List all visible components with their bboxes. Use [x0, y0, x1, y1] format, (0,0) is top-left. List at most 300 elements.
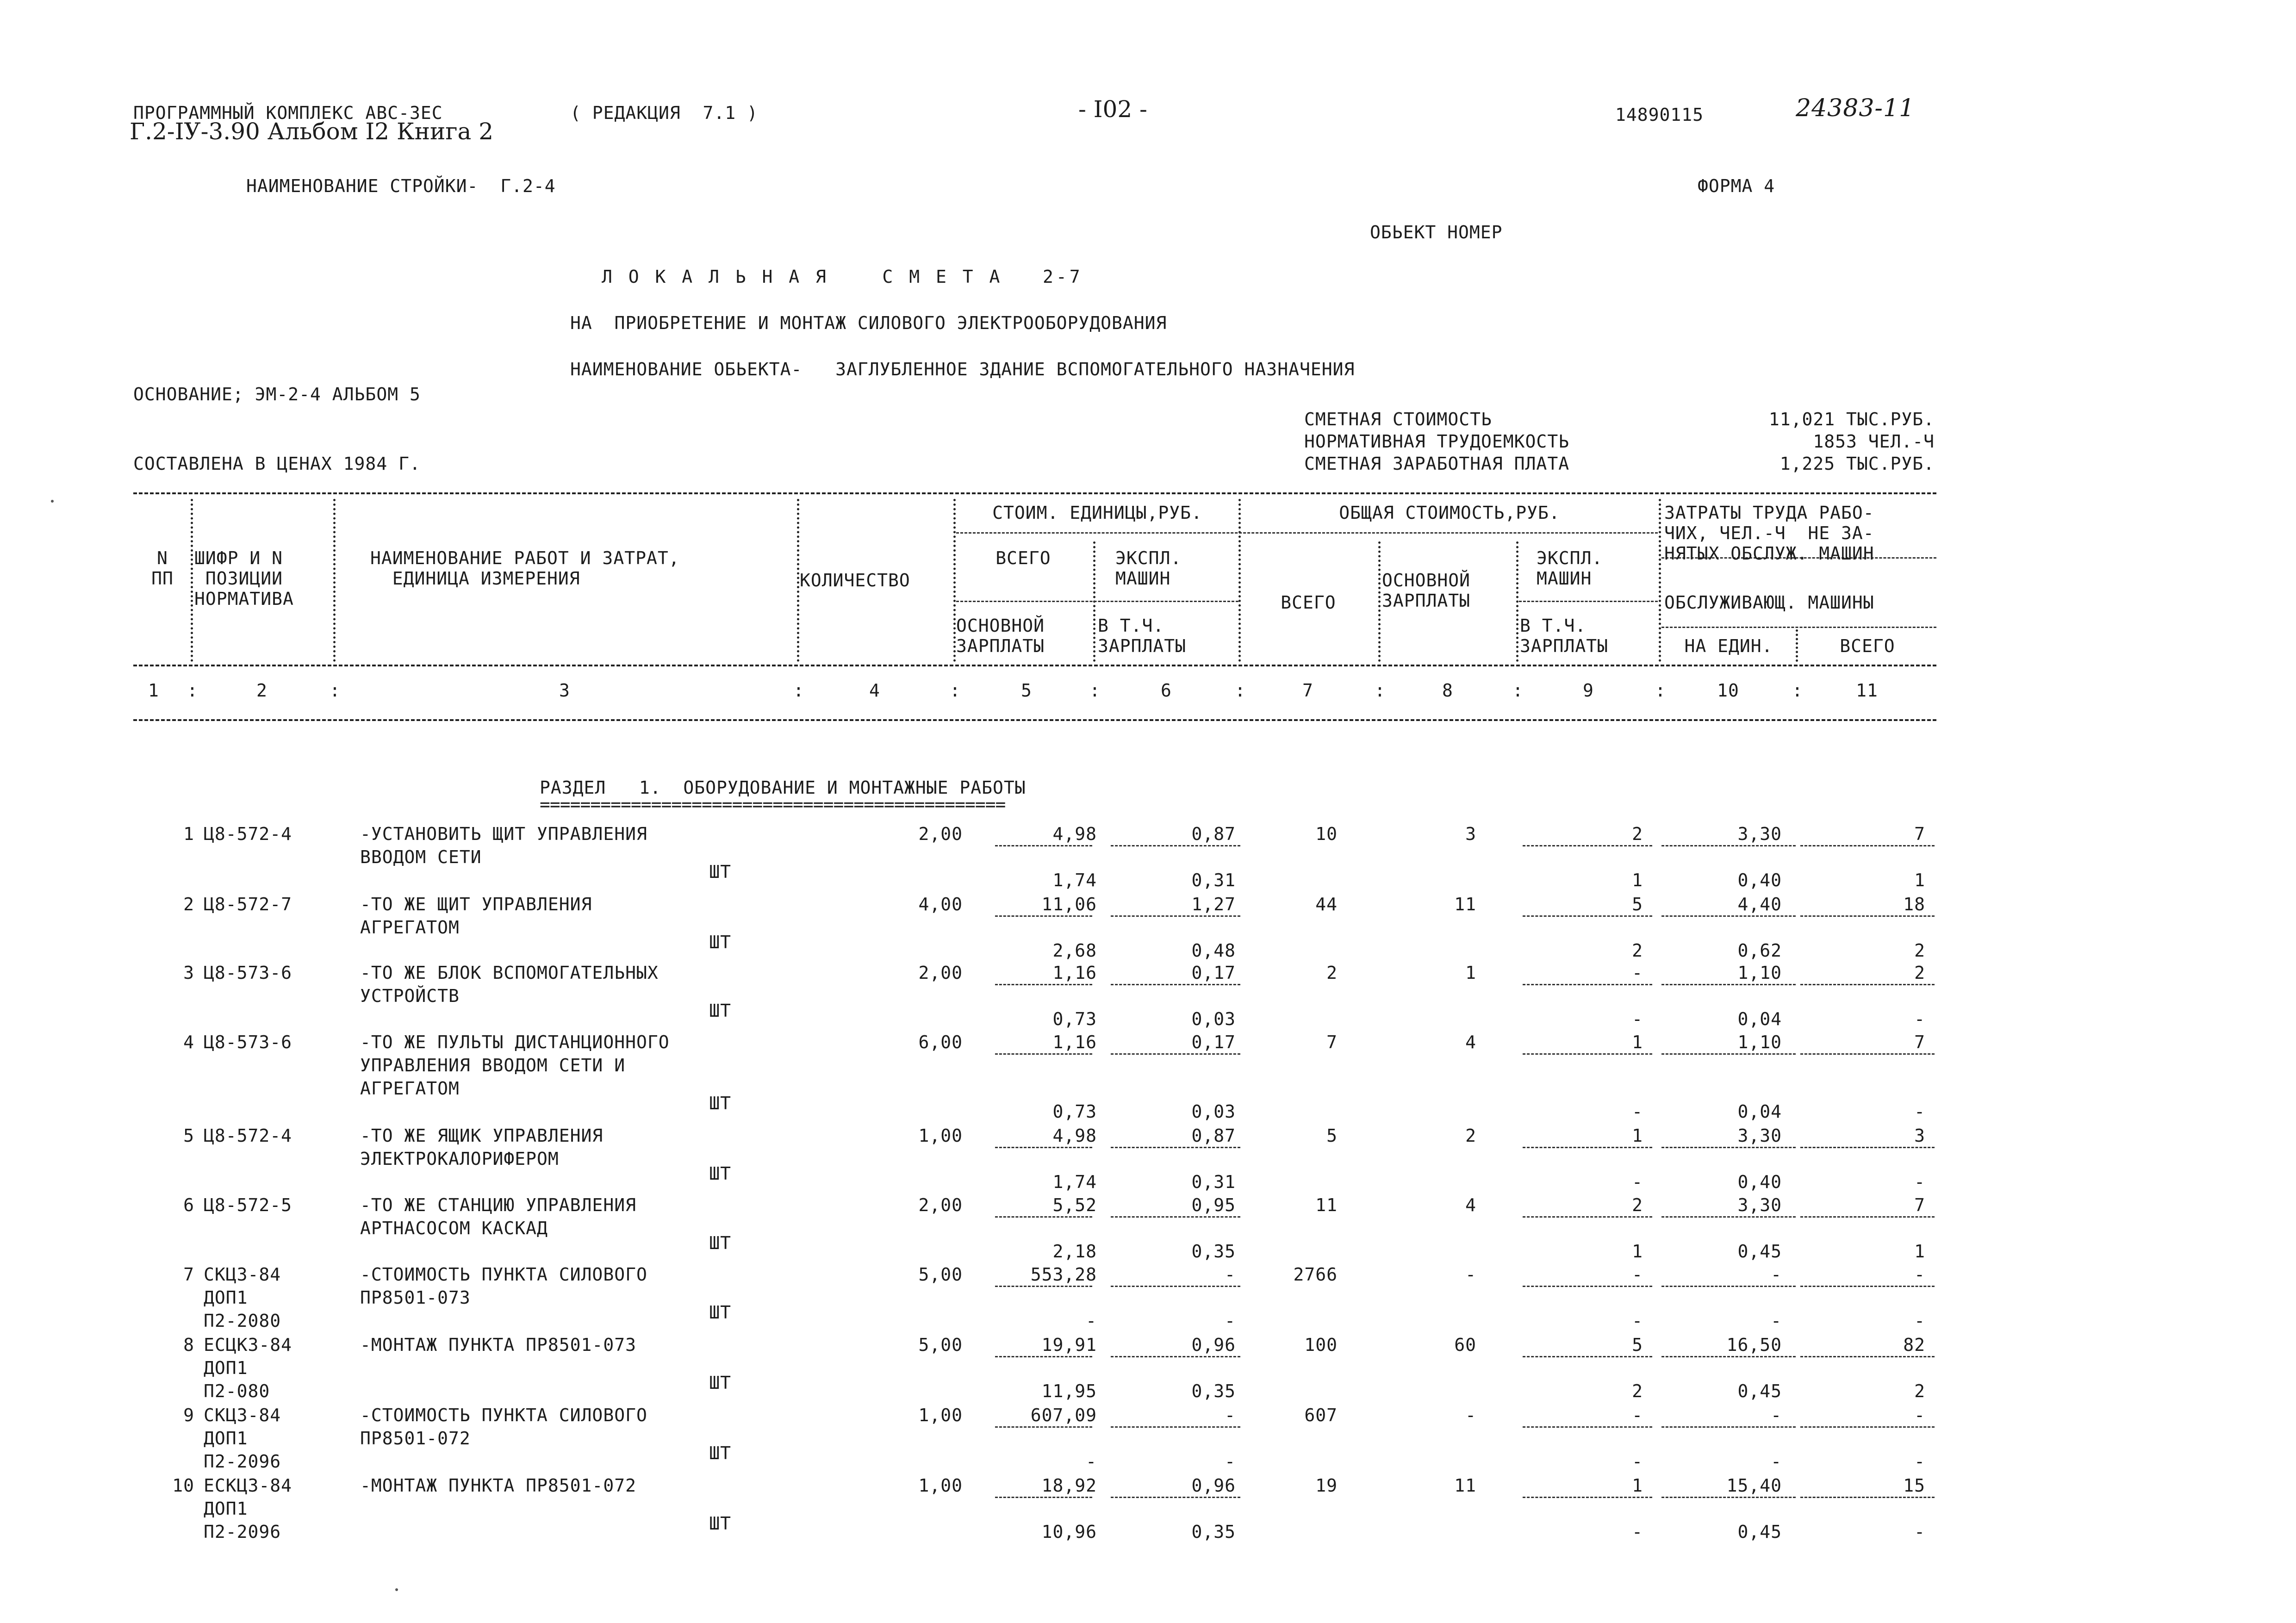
column-separator: : — [950, 680, 961, 701]
cell-divider — [1523, 1053, 1652, 1055]
column-separator: : — [1375, 680, 1386, 701]
unit-cost-total: 18,92 — [1041, 1475, 1097, 1496]
cell-divider — [1523, 984, 1652, 985]
cell-divider — [1800, 845, 1935, 846]
cell-divider — [1800, 1147, 1935, 1148]
work-name: -МОНТАЖ ПУНКТА ПР8501-072 — [360, 1475, 636, 1496]
header-labor: ЗАТРАТЫ ТРУДА РАБО- ЧИХ, ЧЕЛ.-Ч НЕ ЗА- НЯТЫХ ОБСЛУЖ. МАШИН — [1664, 503, 1874, 564]
norm-code: ДОП1 — [204, 1358, 248, 1378]
column-separator: : — [330, 680, 341, 701]
cell-divider — [1523, 1147, 1652, 1148]
work-name: -СТОИМОСТЬ ПУНКТА СИЛОВОГО — [360, 1264, 647, 1285]
service-labor-total: - — [1914, 1009, 1925, 1029]
row-number: 5 — [183, 1126, 194, 1146]
cell-divider — [995, 1216, 1092, 1218]
header-total-base-wage: ОСНОВНОЙ ЗАРПЛАТЫ — [1382, 570, 1471, 611]
header-sub-rule — [1519, 601, 1658, 602]
header-unit-base-wage: ОСНОВНОЙ ЗАРПЛАТЫ — [956, 616, 1045, 656]
norm-code: Ц8-572-5 — [204, 1195, 292, 1215]
quantity: 4,00 — [918, 894, 963, 914]
total-incl-wage: - — [1632, 1172, 1643, 1192]
summary-value-labor: 1853 ЧЕЛ.-Ч — [1813, 431, 1935, 452]
total-base-wage: 2 — [1465, 1126, 1476, 1146]
col-divider — [1378, 541, 1381, 662]
total-base-wage: 4 — [1465, 1195, 1476, 1215]
total-base-wage: 3 — [1465, 824, 1476, 844]
service-labor-per-unit: 0,45 — [1737, 1522, 1782, 1542]
cell-divider — [1800, 915, 1935, 917]
cell-divider — [1800, 984, 1935, 985]
form-number: ФОРМА 4 — [1698, 176, 1775, 196]
total-incl-wage: 2 — [1632, 940, 1643, 961]
work-name: -МОНТАЖ ПУНКТА ПР8501-073 — [360, 1335, 636, 1355]
service-labor-total: - — [1914, 1311, 1925, 1331]
unit-cost-total: 1,16 — [1052, 1032, 1097, 1052]
service-labor-per-unit: 0,45 — [1737, 1241, 1782, 1262]
labor-per-unit: 16,50 — [1726, 1335, 1782, 1355]
cell-divider — [995, 915, 1092, 917]
total-incl-wage: 1 — [1632, 1241, 1643, 1262]
object-name: НАИМЕНОВАНИЕ ОБЬЕКТА- ЗАГЛУБЛЕННОЕ ЗДАНИЕ ВСПОМОГАТЕЛЬНОГО НАЗНАЧЕНИЯ — [570, 359, 1355, 379]
unit-base-wage: 0,73 — [1052, 1009, 1097, 1029]
section-title: РАЗДЕЛ 1. ОБОРУДОВАНИЕ И МОНТАЖНЫЕ РАБОТЫ — [540, 777, 1026, 798]
service-labor-per-unit: - — [1771, 1311, 1782, 1331]
unit: ШТ — [709, 1163, 731, 1184]
labor-total: - — [1914, 1264, 1925, 1285]
service-labor-per-unit: 0,40 — [1737, 1172, 1782, 1192]
unit: ШТ — [709, 1302, 731, 1323]
cell-divider — [1661, 915, 1796, 917]
total-base-wage: 11 — [1454, 1475, 1476, 1496]
total-machines: - — [1632, 963, 1643, 983]
column-number: 7 — [1302, 680, 1313, 701]
header-col-code: ШИФР И N ПОЗИЦИИ НОРМАТИВА — [194, 548, 294, 609]
row-number: 6 — [183, 1195, 194, 1215]
unit: ШТ — [709, 1093, 731, 1113]
row-number: 4 — [183, 1032, 194, 1052]
cell-divider — [1661, 1356, 1796, 1357]
cell-divider — [995, 845, 1092, 846]
service-labor-total: - — [1914, 1522, 1925, 1542]
quantity: 1,00 — [918, 1405, 963, 1425]
service-labor-total: 2 — [1914, 1381, 1925, 1401]
total-machines: 2 — [1632, 824, 1643, 844]
total-base-wage: 4 — [1465, 1032, 1476, 1052]
total-machines: 5 — [1632, 1335, 1643, 1355]
unit-base-wage: - — [1086, 1451, 1097, 1472]
total-cost: 44 — [1315, 894, 1338, 914]
labor-total: - — [1914, 1405, 1925, 1425]
service-labor-per-unit: 0,40 — [1737, 870, 1782, 890]
column-separator: : — [793, 680, 804, 701]
work-name: -ТО ЖЕ ЯЩИК УПРАВЛЕНИЯ — [360, 1126, 604, 1146]
total-incl-wage: - — [1632, 1311, 1643, 1331]
cell-divider — [995, 1356, 1092, 1357]
total-incl-wage: - — [1632, 1522, 1643, 1542]
col-divider — [1796, 629, 1798, 662]
column-number: 11 — [1856, 680, 1878, 701]
total-incl-wage: 2 — [1632, 1381, 1643, 1401]
unit-cost-machines: - — [1225, 1264, 1236, 1285]
column-number: 2 — [256, 680, 268, 701]
norm-code: Ц8-573-6 — [204, 1032, 292, 1052]
unit-cost-machines: - — [1225, 1405, 1236, 1425]
column-number: 1 — [148, 680, 159, 701]
stroika-name: НАИМЕНОВАНИЕ СТРОЙКИ- Г.2-4 — [246, 176, 556, 196]
cell-divider — [1111, 915, 1240, 917]
total-cost: 7 — [1326, 1032, 1338, 1052]
cell-divider — [1111, 984, 1240, 985]
header-unit-cost: СТОИМ. ЕДИНИЦЫ,РУБ. — [992, 503, 1202, 523]
service-labor-per-unit: 0,04 — [1737, 1101, 1782, 1122]
row-number: 7 — [183, 1264, 194, 1285]
work-name: АГРЕГАТОМ — [360, 917, 460, 938]
unit: ШТ — [709, 932, 731, 952]
header-machine-service: ОБСЛУЖИВАЮЩ. МАШИНЫ — [1664, 592, 1874, 613]
total-machines: - — [1632, 1264, 1643, 1285]
row-number: 10 — [172, 1475, 194, 1496]
cell-divider — [1111, 1053, 1240, 1055]
unit-incl-wage: - — [1225, 1451, 1236, 1472]
service-labor-total: - — [1914, 1101, 1925, 1122]
norm-code: ЕСЦКЗ-84 — [204, 1335, 292, 1355]
norm-code: Ц8-572-4 — [204, 824, 292, 844]
column-number: 4 — [869, 680, 880, 701]
cell-divider — [1800, 1053, 1935, 1055]
labor-total: 7 — [1914, 1195, 1925, 1215]
scan-dot — [395, 1588, 398, 1591]
unit-cost-machines: 0,87 — [1191, 824, 1236, 844]
cell-divider — [1800, 1216, 1935, 1218]
work-name: ПР8501-072 — [360, 1428, 471, 1449]
row-number: 1 — [183, 824, 194, 844]
unit-cost-machines: 0,95 — [1191, 1195, 1236, 1215]
unit: ШТ — [709, 1373, 731, 1393]
total-incl-wage: - — [1632, 1101, 1643, 1122]
scan-dot — [51, 500, 54, 503]
norm-code: П2-080 — [204, 1381, 270, 1401]
column-separator: : — [187, 680, 198, 701]
unit-base-wage: 2,18 — [1052, 1241, 1097, 1262]
estimate-subtitle: НА ПРИОБРЕТЕНИЕ И МОНТАЖ СИЛОВОГО ЭЛЕКТРООБОРУДОВАНИЯ — [570, 313, 1167, 333]
total-cost: 607 — [1304, 1405, 1338, 1425]
quantity: 2,00 — [918, 963, 963, 983]
labor-total: 3 — [1914, 1126, 1925, 1146]
norm-code: ДОП1 — [204, 1287, 248, 1308]
unit-base-wage: - — [1086, 1311, 1097, 1331]
service-labor-total: - — [1914, 1451, 1925, 1472]
labor-per-unit: 1,10 — [1737, 1032, 1782, 1052]
summary-label-wage: СМЕТНАЯ ЗАРАБОТНАЯ ПЛАТА — [1304, 454, 1570, 474]
labor-per-unit: - — [1771, 1405, 1782, 1425]
unit-cost-total: 1,16 — [1052, 963, 1097, 983]
cell-divider — [1523, 1356, 1652, 1357]
summary-value-cost: 11,021 ТЫС.РУБ. — [1768, 409, 1935, 429]
work-name: УПРАВЛЕНИЯ ВВОДОМ СЕТИ И — [360, 1055, 626, 1076]
column-number: 6 — [1161, 680, 1172, 701]
total-incl-wage: - — [1632, 1451, 1643, 1472]
summary-label-cost: СМЕТНАЯ СТОИМОСТЬ — [1304, 409, 1492, 429]
cell-divider — [1523, 845, 1652, 846]
cell-divider — [995, 1286, 1092, 1287]
total-machines: 2 — [1632, 1195, 1643, 1215]
basis: ОСНОВАНИЕ; ЭМ-2-4 АЛЬБОМ 5 — [133, 384, 421, 404]
header-top-rule — [133, 492, 1936, 494]
norm-code: Ц8-573-6 — [204, 963, 292, 983]
labor-per-unit: 4,40 — [1737, 894, 1782, 914]
cell-divider — [1111, 1216, 1240, 1218]
total-cost: 2 — [1326, 963, 1338, 983]
norm-code: Ц8-572-7 — [204, 894, 292, 914]
column-separator: : — [1235, 680, 1246, 701]
norm-code: Ц8-572-4 — [204, 1126, 292, 1146]
service-labor-total: 1 — [1914, 1241, 1925, 1262]
unit-base-wage: 11,95 — [1041, 1381, 1097, 1401]
header-unit-incl-wage: В Т.Ч. ЗАРПЛАТЫ — [1098, 616, 1187, 656]
cell-divider — [1661, 1426, 1796, 1428]
unit-incl-wage: 0,48 — [1191, 940, 1236, 961]
section-underline: ============================================== — [540, 794, 1006, 815]
prices-year: СОСТАВЛЕНА В ЦЕНАХ 1984 Г. — [133, 454, 421, 474]
unit-cost-total: 19,91 — [1041, 1335, 1097, 1355]
document-code: 14890115 — [1615, 105, 1704, 125]
column-separator: : — [1792, 680, 1803, 701]
row-number: 8 — [183, 1335, 194, 1355]
work-name: ПР8501-073 — [360, 1287, 471, 1308]
total-cost: 2766 — [1293, 1264, 1338, 1285]
estimate-title: Л О К А Л Ь Н А Я С М Е Т А 2-7 — [602, 267, 1083, 287]
header-total-machines: ЭКСПЛ. МАШИН — [1537, 548, 1603, 589]
column-separator: : — [1089, 680, 1101, 701]
header-total-cost: ОБЩАЯ СТОИМОСТЬ,РУБ. — [1339, 503, 1560, 523]
col-divider — [797, 499, 799, 662]
unit-incl-wage: 0,35 — [1191, 1381, 1236, 1401]
header-col-n: N ПП — [151, 548, 174, 589]
work-name: -ТО ЖЕ ЩИТ УПРАВЛЕНИЯ — [360, 894, 592, 914]
total-cost: 11 — [1315, 1195, 1338, 1215]
service-labor-per-unit: 0,62 — [1737, 940, 1782, 961]
service-labor-per-unit: 0,04 — [1737, 1009, 1782, 1029]
norm-code: П2-2096 — [204, 1451, 281, 1472]
header-unit-machines: ЭКСПЛ. МАШИН — [1115, 548, 1182, 589]
quantity: 6,00 — [918, 1032, 963, 1052]
cell-divider — [1800, 1286, 1935, 1287]
labor-per-unit: 3,30 — [1737, 1195, 1782, 1215]
unit-incl-wage: 0,35 — [1191, 1241, 1236, 1262]
column-number: 8 — [1442, 680, 1453, 701]
norm-code: СКЦЗ-84 — [204, 1405, 281, 1425]
total-base-wage: 60 — [1454, 1335, 1476, 1355]
total-incl-wage: - — [1632, 1009, 1643, 1029]
cell-divider — [995, 1497, 1092, 1498]
work-name: -ТО ЖЕ ПУЛЬТЫ ДИСТАНЦИОННОГО — [360, 1032, 670, 1052]
norm-code: П2-2096 — [204, 1522, 281, 1542]
cell-divider — [1523, 1497, 1652, 1498]
header-sub-rule — [1661, 627, 1936, 628]
work-name: -СТОИМОСТЬ ПУНКТА СИЛОВОГО — [360, 1405, 647, 1425]
total-machines: 1 — [1632, 1032, 1643, 1052]
column-separator: : — [1655, 680, 1666, 701]
cell-divider — [1661, 1147, 1796, 1148]
labor-total: 82 — [1903, 1335, 1925, 1355]
cell-divider — [1523, 1426, 1652, 1428]
unit-cost-machines: 0,17 — [1191, 963, 1236, 983]
unit-cost-total: 5,52 — [1052, 1195, 1097, 1215]
service-labor-total: - — [1914, 1172, 1925, 1192]
labor-per-unit: - — [1771, 1264, 1782, 1285]
labor-per-unit: 1,10 — [1737, 963, 1782, 983]
unit-cost-machines: 0,96 — [1191, 1475, 1236, 1496]
unit-cost-total: 607,09 — [1030, 1405, 1097, 1425]
labor-total: 15 — [1903, 1475, 1925, 1496]
cell-divider — [1661, 1053, 1796, 1055]
header-total-all: ВСЕГО — [1281, 592, 1336, 613]
cell-divider — [1800, 1356, 1935, 1357]
unit-base-wage: 10,96 — [1041, 1522, 1097, 1542]
quantity: 5,00 — [918, 1264, 963, 1285]
unit: ШТ — [709, 1443, 731, 1463]
total-incl-wage: 1 — [1632, 870, 1643, 890]
unit-cost-total: 11,06 — [1041, 894, 1097, 914]
column-number: 3 — [559, 680, 570, 701]
total-cost: 5 — [1326, 1126, 1338, 1146]
quantity: 1,00 — [918, 1475, 963, 1496]
cell-divider — [1111, 1497, 1240, 1498]
total-cost: 19 — [1315, 1475, 1338, 1496]
service-labor-per-unit: 0,45 — [1737, 1381, 1782, 1401]
page-number: - I02 - — [1078, 96, 1147, 123]
header-unit-total: ВСЕГО — [996, 548, 1051, 568]
cell-divider — [1111, 845, 1240, 846]
header-col-name: НАИМЕНОВАНИЕ РАБОТ И ЗАТРАТ, ЕДИНИЦА ИЗМЕРЕНИЯ — [370, 548, 680, 589]
unit-cost-total: 4,98 — [1052, 824, 1097, 844]
unit-base-wage: 1,74 — [1052, 870, 1097, 890]
unit-incl-wage: 0,35 — [1191, 1522, 1236, 1542]
total-base-wage: - — [1465, 1405, 1476, 1425]
norm-code: ЕСКЦЗ-84 — [204, 1475, 292, 1496]
unit-incl-wage: 0,03 — [1191, 1101, 1236, 1122]
object-number: ОБЬЕКТ НОМЕР — [1370, 222, 1503, 243]
album-label: Г.2-IУ-3.90 Альбом I2 Книга 2 — [130, 118, 494, 145]
header-bottom-rule — [133, 719, 1936, 721]
col-divider — [953, 499, 956, 662]
column-number: 9 — [1583, 680, 1594, 701]
cell-divider — [1523, 915, 1652, 917]
work-name: ВВОДОМ СЕТИ — [360, 847, 482, 867]
norm-code: П2-2080 — [204, 1311, 281, 1331]
cell-divider — [1661, 1216, 1796, 1218]
column-separator: : — [1512, 680, 1524, 701]
work-name: -ТО ЖЕ СТАНЦИЮ УПРАВЛЕНИЯ — [360, 1195, 636, 1215]
service-labor-total: 1 — [1914, 870, 1925, 890]
labor-total: 7 — [1914, 824, 1925, 844]
unit-cost-machines: 0,17 — [1191, 1032, 1236, 1052]
total-cost: 10 — [1315, 824, 1338, 844]
norm-code: ДОП1 — [204, 1499, 248, 1519]
unit-cost-machines: 1,27 — [1191, 894, 1236, 914]
labor-per-unit: 3,30 — [1737, 1126, 1782, 1146]
service-labor-total: 2 — [1914, 940, 1925, 961]
total-cost: 100 — [1304, 1335, 1338, 1355]
header-mid-rule — [133, 665, 1936, 666]
unit-cost-total: 553,28 — [1030, 1264, 1097, 1285]
col-divider — [1659, 499, 1661, 662]
header-labor-total: ВСЕГО — [1840, 636, 1895, 656]
column-number: 10 — [1717, 680, 1739, 701]
cell-divider — [1800, 1497, 1935, 1498]
quantity: 5,00 — [918, 1335, 963, 1355]
cell-divider — [1661, 984, 1796, 985]
edition: ( РЕДАКЦИЯ 7.1 ) — [570, 103, 758, 123]
unit-base-wage: 2,68 — [1052, 940, 1097, 961]
unit-cost-machines: 0,96 — [1191, 1335, 1236, 1355]
row-number: 9 — [183, 1405, 194, 1425]
unit-incl-wage: 0,03 — [1191, 1009, 1236, 1029]
header-total-incl-wage: В Т.Ч. ЗАРПЛАТЫ — [1520, 616, 1609, 656]
quantity: 2,00 — [918, 824, 963, 844]
handwritten-code: 24383-11 — [1796, 94, 1915, 122]
col-divider — [1516, 541, 1518, 662]
header-col-qty: КОЛИЧЕСТВО — [800, 570, 910, 591]
cell-divider — [1661, 1497, 1796, 1498]
program-name: ПРОГРАММНЫЙ КОМПЛЕКС АВС-ЗЕС — [133, 103, 443, 123]
unit-incl-wage: 0,31 — [1191, 870, 1236, 890]
column-number: 5 — [1021, 680, 1032, 701]
cell-divider — [1800, 1426, 1935, 1428]
header-sub-rule — [956, 601, 1238, 602]
cell-divider — [995, 1147, 1092, 1148]
cell-divider — [1111, 1356, 1240, 1357]
service-labor-per-unit: - — [1771, 1451, 1782, 1472]
total-machines: 5 — [1632, 894, 1643, 914]
total-base-wage: 1 — [1465, 963, 1476, 983]
cell-divider — [1661, 845, 1796, 846]
work-name: АГРЕГАТОМ — [360, 1078, 460, 1099]
cell-divider — [1111, 1426, 1240, 1428]
labor-per-unit: 3,30 — [1737, 824, 1782, 844]
labor-total: 18 — [1903, 894, 1925, 914]
unit-cost-machines: 0,87 — [1191, 1126, 1236, 1146]
cell-divider — [1523, 1286, 1652, 1287]
work-name: -УСТАНОВИТЬ ЩИТ УПРАВЛЕНИЯ — [360, 824, 647, 844]
col-divider — [191, 499, 193, 662]
cell-divider — [1111, 1147, 1240, 1148]
unit-cost-total: 4,98 — [1052, 1126, 1097, 1146]
row-number: 2 — [183, 894, 194, 914]
norm-code: ДОП1 — [204, 1428, 248, 1449]
unit-base-wage: 0,73 — [1052, 1101, 1097, 1122]
work-name: -ТО ЖЕ БЛОК ВСПОМОГАТЕЛЬНЫХ — [360, 963, 659, 983]
unit: ШТ — [709, 1513, 731, 1534]
total-machines: - — [1632, 1405, 1643, 1425]
work-name: ЭЛЕКТРОКАЛОРИФЕРОМ — [360, 1149, 559, 1169]
cell-divider — [1111, 1286, 1240, 1287]
quantity: 1,00 — [918, 1126, 963, 1146]
work-name: АРТНАСОСОМ КАСКАД — [360, 1218, 548, 1238]
norm-code: СКЦЗ-84 — [204, 1264, 281, 1285]
total-machines: 1 — [1632, 1475, 1643, 1496]
unit: ШТ — [709, 1001, 731, 1021]
unit-base-wage: 1,74 — [1052, 1172, 1097, 1192]
header-labor-per-unit: НА ЕДИН. — [1684, 636, 1773, 656]
unit-incl-wage: - — [1225, 1311, 1236, 1331]
col-divider — [333, 499, 336, 662]
total-base-wage: 11 — [1454, 894, 1476, 914]
labor-total: 2 — [1914, 963, 1925, 983]
header-sub-rule — [956, 532, 1658, 534]
labor-total: 7 — [1914, 1032, 1925, 1052]
summary-label-labor: НОРМАТИВНАЯ ТРУДОЕМКОСТЬ — [1304, 431, 1570, 452]
